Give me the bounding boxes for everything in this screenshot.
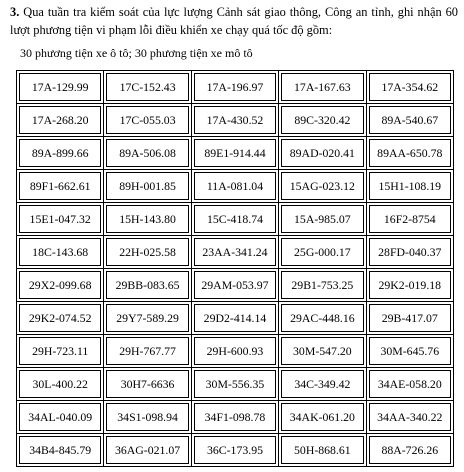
table-cell [17,335,104,368]
table-cell [366,203,453,236]
table-row [17,401,454,434]
license-plate-number: 30M-645.76 [369,337,451,365]
table-cell [104,269,191,302]
table-cell [104,170,191,203]
problem-text: Qua tuần tra kiểm soát của lực lượng Cảnh sát giao thông, Công an tỉnh, ghi nhận 60 lượt phương tiện vi phạm lỗi điều khiển xe chạy quá tốc độ gồm: [10,5,458,37]
table-cell [279,335,366,368]
vehicle-count-subtitle: 30 phương tiện xe ô tô; 30 phương tiện xe mô tô [20,46,253,60]
table-row [17,236,454,269]
license-plate-number: 29Y7-589.29 [106,304,188,332]
table-row [17,104,454,137]
table-cell [191,434,278,467]
table-cell [191,335,278,368]
table-cell [191,137,278,170]
license-plate-number: 30H7-6636 [106,370,188,398]
license-plate-number: 34C-349.42 [281,370,363,398]
license-plate-number: 28FD-040.37 [369,238,451,266]
table-cell [279,203,366,236]
license-plate-number: 29H-767.77 [106,337,188,365]
table-row [17,203,454,236]
license-plate-number: 15E1-047.32 [19,205,101,233]
license-plate-number: 29H-723.11 [19,337,101,365]
license-plate-number: 89AD-020.41 [281,139,363,167]
table-cell [104,368,191,401]
license-plate-number: 29H-600.93 [194,337,276,365]
table-row [17,71,454,104]
table-cell [191,302,278,335]
table-cell [191,368,278,401]
license-plate-number: 17A-268.20 [19,106,101,134]
table-cell [17,368,104,401]
table-cell [191,236,278,269]
table-row [17,137,454,170]
table-cell [366,368,453,401]
table-cell [279,302,366,335]
license-plate-number: 88A-726.26 [369,436,451,464]
license-plate-number: 89C-320.42 [281,106,363,134]
table-cell [366,335,453,368]
table-cell [104,236,191,269]
license-plate-number: 15H-143.80 [106,205,188,233]
license-plate-number: 29K2-074.52 [19,304,101,332]
table-row [17,368,454,401]
license-plate-number: 17A-129.99 [19,73,101,101]
table-cell [279,368,366,401]
license-plate-number: 17C-055.03 [106,106,188,134]
license-plate-number: 34AL-040.09 [19,403,101,431]
license-plate-number: 17A-167.63 [281,73,363,101]
table-cell [17,203,104,236]
license-plate-number: 29X2-099.68 [19,271,101,299]
license-plate-table-body [17,71,454,467]
table-cell [17,104,104,137]
table-row [17,302,454,335]
license-plate-number: 25G-000.17 [281,238,363,266]
license-plate-number: 89F1-662.61 [19,172,101,200]
license-plate-number: 34F1-098.78 [194,403,276,431]
license-plate-number: 34S1-098.94 [106,403,188,431]
license-plate-number: 17A-354.62 [369,73,451,101]
table-cell [279,434,366,467]
license-plate-number: 17A-196.97 [194,73,276,101]
license-plate-number: 30M-547.20 [281,337,363,365]
table-cell [104,335,191,368]
license-plate-number: 34AE-058.20 [369,370,451,398]
table-cell [17,434,104,467]
table-cell [17,236,104,269]
table-cell [191,401,278,434]
problem-statement [10,3,458,39]
table-cell [191,170,278,203]
license-plate-number: 15H1-108.19 [369,172,451,200]
license-plate-number: 29AC-448.16 [281,304,363,332]
table-cell [104,302,191,335]
license-plate-number: 22H-025.58 [106,238,188,266]
license-plate-number: 36AG-021.07 [106,436,188,464]
license-plate-number: 29D2-414.14 [194,304,276,332]
license-plate-number: 17A-430.52 [194,106,276,134]
license-plate-number: 29B1-753.25 [281,271,363,299]
table-cell [279,137,366,170]
table-row [17,335,454,368]
table-cell [191,269,278,302]
license-plate-number: 29BB-083.65 [106,271,188,299]
license-plate-number: 15AG-023.12 [281,172,363,200]
table-cell [279,170,366,203]
table-cell [366,302,453,335]
license-plate-number: 29AM-053.97 [194,271,276,299]
table-cell [17,269,104,302]
table-cell [17,170,104,203]
table-cell [17,71,104,104]
table-cell [366,170,453,203]
license-plate-number: 15A-985.07 [281,205,363,233]
license-plate-number: 89A-540.67 [369,106,451,134]
table-cell [366,236,453,269]
license-plate-number: 29B-417.07 [369,304,451,332]
license-plate-number: 16F2-8754 [369,205,451,233]
license-plate-number: 30M-556.35 [194,370,276,398]
table-cell [366,434,453,467]
table-cell [191,104,278,137]
table-cell [366,71,453,104]
table-cell [366,401,453,434]
license-plate-number: 15C-418.74 [194,205,276,233]
table-cell [104,137,191,170]
license-plate-number: 11A-081.04 [194,172,276,200]
license-plate-table [16,70,454,467]
license-plate-number: 36C-173.95 [194,436,276,464]
table-cell [279,71,366,104]
license-plate-number: 34AK-061.20 [281,403,363,431]
table-cell [17,401,104,434]
table-cell [279,269,366,302]
license-plate-number: 89AA-650.78 [369,139,451,167]
license-plate-number: 89A-506.08 [106,139,188,167]
table-cell [104,434,191,467]
table-cell [279,104,366,137]
table-cell [104,203,191,236]
license-plate-number: 30L-400.22 [19,370,101,398]
table-row [17,170,454,203]
license-plate-number: 17C-152.43 [106,73,188,101]
license-plate-number: 89E1-914.44 [194,139,276,167]
license-plate-number: 29K2-019.18 [369,271,451,299]
table-cell [17,137,104,170]
table-cell [279,401,366,434]
table-cell [366,269,453,302]
table-cell [366,137,453,170]
table-cell [104,401,191,434]
license-plate-number: 50H-868.61 [281,436,363,464]
license-plate-number: 34B4-845.79 [19,436,101,464]
license-plate-number: 89A-899.66 [19,139,101,167]
table-cell [17,302,104,335]
table-cell [191,203,278,236]
license-plate-number: 18C-143.68 [19,238,101,266]
table-row [17,269,454,302]
license-plate-number: 23AA-341.24 [194,238,276,266]
license-plate-number: 89H-001.85 [106,172,188,200]
table-cell [279,236,366,269]
license-plate-number: 34AA-340.22 [369,403,451,431]
table-cell [191,71,278,104]
table-row [17,434,454,467]
table-cell [104,104,191,137]
problem-number: 3. [10,5,20,19]
table-cell [104,71,191,104]
table-cell [366,104,453,137]
